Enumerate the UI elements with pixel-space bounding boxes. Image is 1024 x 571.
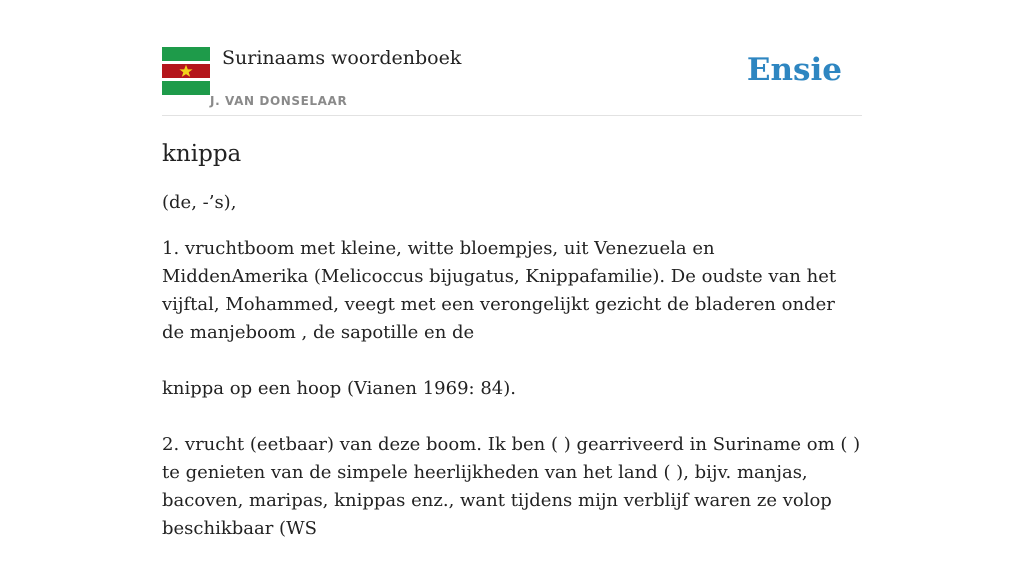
site-header: [162, 46, 862, 116]
entry-grammar: (de, -’s),: [162, 192, 237, 213]
author-name[interactable]: J. VAN DONSELAAR: [210, 94, 348, 108]
definition-paragraph-2: knippa op een hoop (Vianen 1969: 84).: [162, 378, 516, 399]
ensie-logo-link[interactable]: Ensie: [746, 52, 842, 88]
definition-paragraph-3: 2. vrucht (eetbaar) van deze boom. Ik ben ( ) gearriveerd in Suriname om ( ) te genieten van de simpele heerlijkheden van het land ( ), bijv. manjas, bacoven, maripas, knippas enz., want tijdens mijn verblijf waren ze volop beschikbaar (WS: [162, 434, 861, 539]
definition-paragraph-1: 1. vruchtboom met kleine, witte bloempjes, uit Venezuela en MiddenAmerika (Melicoccus bijugatus, Knippafamilie). De oudste van het vijftal, Mohammed, veegt met een verongelijkt gezicht de bladeren onder de manjeboom , de sapotille en de: [162, 238, 837, 343]
dictionary-entry: [162, 137, 862, 571]
header-divider: [162, 115, 862, 116]
dictionary-title-link[interactable]: Surinaams woordenboek: [222, 47, 462, 69]
entry-headword: knippa: [162, 141, 242, 167]
entry-definition: [162, 235, 862, 543]
suriname-flag-icon[interactable]: [162, 47, 210, 95]
